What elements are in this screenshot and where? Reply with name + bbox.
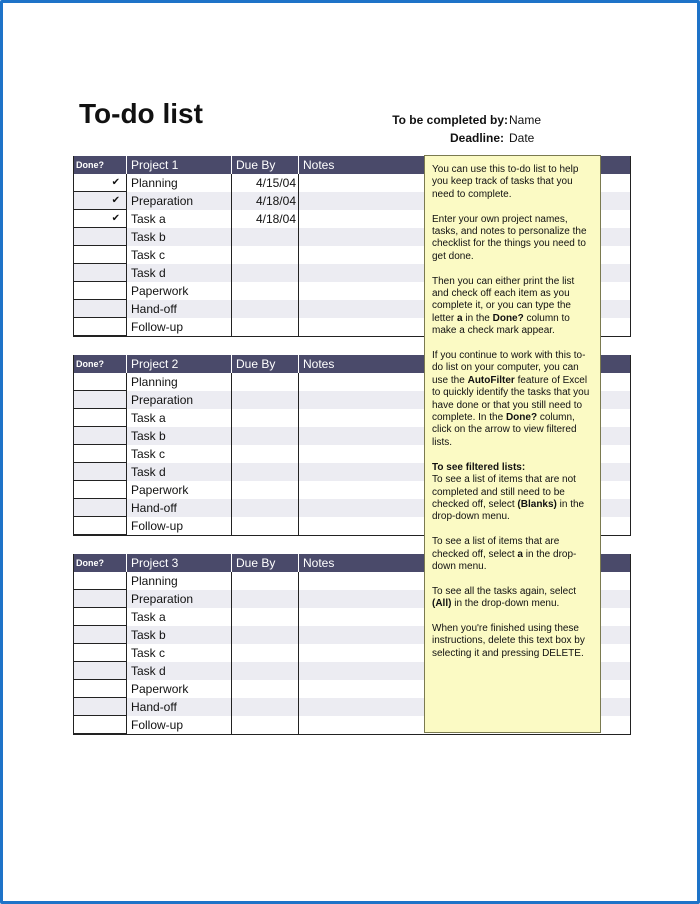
done-column-header[interactable]: Done? — [74, 156, 127, 174]
task-name-cell[interactable]: Task b — [127, 427, 232, 445]
task-name-cell[interactable]: Planning — [127, 174, 232, 192]
due-date-cell[interactable] — [232, 409, 299, 427]
project-name-header[interactable]: Project 3 — [127, 554, 232, 572]
instructions-p5: To see filtered lists: To see a list of items that are not completed and still need to be checked off, select (Blanks) in the drop-down menu. — [432, 461, 585, 523]
task-name-cell[interactable]: Task b — [127, 228, 232, 246]
task-name-cell[interactable]: Follow-up — [127, 716, 232, 734]
due-date-cell[interactable] — [232, 644, 299, 662]
due-date-cell[interactable]: 4/15/04 — [232, 174, 299, 192]
task-name-cell[interactable]: Task c — [127, 445, 232, 463]
done-checkbox-cell[interactable]: ✔ — [74, 174, 127, 192]
due-date-cell[interactable] — [232, 590, 299, 608]
deadline-value[interactable]: Date — [509, 131, 535, 145]
task-name-cell[interactable]: Preparation — [127, 391, 232, 409]
task-name-cell[interactable]: Follow-up — [127, 517, 232, 535]
task-name-cell[interactable]: Follow-up — [127, 318, 232, 336]
task-name-cell[interactable]: Task d — [127, 662, 232, 680]
done-checkbox-cell[interactable] — [74, 644, 127, 662]
due-by-column-header: Due By — [232, 554, 299, 572]
due-date-cell[interactable] — [232, 391, 299, 409]
done-checkbox-cell[interactable]: ✔ — [74, 192, 127, 210]
done-column-header[interactable]: Done? — [74, 554, 127, 572]
due-date-cell[interactable] — [232, 282, 299, 300]
done-checkbox-cell[interactable]: ✔ — [74, 210, 127, 228]
task-name-cell[interactable]: Planning — [127, 373, 232, 391]
done-checkbox-cell[interactable] — [74, 391, 127, 409]
due-date-cell[interactable] — [232, 481, 299, 499]
due-date-cell[interactable] — [232, 698, 299, 716]
done-checkbox-cell[interactable] — [74, 373, 127, 391]
due-date-cell[interactable] — [232, 246, 299, 264]
due-date-cell[interactable] — [232, 626, 299, 644]
deadline-label: Deadline: — [449, 131, 504, 145]
instructions-p2: Enter your own project names, tasks, and notes to personalize the checklist for the things you need to get done. — [432, 213, 587, 262]
task-name-cell[interactable]: Planning — [127, 572, 232, 590]
done-checkbox-cell[interactable] — [74, 409, 127, 427]
due-by-column-header: Due By — [232, 156, 299, 174]
task-name-cell[interactable]: Task d — [127, 463, 232, 481]
due-date-cell[interactable] — [232, 499, 299, 517]
done-checkbox-cell[interactable] — [74, 282, 127, 300]
project-name-header[interactable]: Project 1 — [127, 156, 232, 174]
due-date-cell[interactable] — [232, 680, 299, 698]
done-checkbox-cell[interactable] — [74, 264, 127, 282]
done-checkbox-cell[interactable] — [74, 572, 127, 590]
due-date-cell[interactable] — [232, 318, 299, 336]
done-checkbox-cell[interactable] — [74, 590, 127, 608]
done-checkbox-cell[interactable] — [74, 517, 127, 535]
due-date-cell[interactable] — [232, 445, 299, 463]
notes-column-header: Notes — [303, 556, 335, 570]
task-name-cell[interactable]: Paperwork — [127, 481, 232, 499]
task-name-cell[interactable]: Paperwork — [127, 680, 232, 698]
due-date-cell[interactable] — [232, 427, 299, 445]
task-name-cell[interactable]: Task a — [127, 608, 232, 626]
task-name-cell[interactable]: Preparation — [127, 192, 232, 210]
due-date-cell[interactable] — [232, 264, 299, 282]
done-checkbox-cell[interactable] — [74, 608, 127, 626]
instructions-p6: To see a list of items that are checked off, select a in the drop-down menu. — [432, 536, 577, 572]
instructions-p1: You can use this to-do list to help you keep track of tasks that you need to complete. — [432, 164, 579, 200]
instructions-text-box[interactable] — [424, 155, 601, 733]
due-date-cell[interactable] — [232, 662, 299, 680]
due-date-cell[interactable] — [232, 608, 299, 626]
done-checkbox-cell[interactable] — [74, 300, 127, 318]
due-date-cell[interactable] — [232, 517, 299, 535]
notes-column-header: Notes — [303, 357, 335, 371]
done-checkbox-cell[interactable] — [74, 228, 127, 246]
due-date-cell[interactable] — [232, 373, 299, 391]
completed-by-label-wrap — [380, 113, 508, 129]
done-checkbox-cell[interactable] — [74, 680, 127, 698]
done-checkbox-cell[interactable] — [74, 499, 127, 517]
project-name-header[interactable]: Project 2 — [127, 355, 232, 373]
done-checkbox-cell[interactable] — [74, 445, 127, 463]
instructions-p8: When you're finished using these instructions, delete this text box by selecting it and pressing DELETE. — [432, 622, 585, 659]
task-name-cell[interactable]: Task c — [127, 246, 232, 264]
done-checkbox-cell[interactable] — [74, 481, 127, 499]
instructions-p7: To see all the tasks again, select (All) in the drop-down menu. — [432, 585, 576, 610]
due-date-cell[interactable] — [232, 228, 299, 246]
deadline-label-wrap — [380, 131, 504, 147]
due-date-cell[interactable] — [232, 572, 299, 590]
done-checkbox-cell[interactable] — [74, 716, 127, 734]
notes-column-header: Notes — [303, 158, 335, 172]
task-name-cell[interactable]: Task a — [127, 409, 232, 427]
completed-by-value[interactable]: Name — [509, 113, 542, 127]
done-checkbox-cell[interactable] — [74, 318, 127, 336]
completed-by-label: To be completed by: — [392, 113, 508, 127]
due-date-cell[interactable] — [232, 300, 299, 318]
done-checkbox-cell[interactable] — [74, 626, 127, 644]
done-checkbox-cell[interactable] — [74, 246, 127, 264]
task-name-cell[interactable]: Hand-off — [127, 300, 232, 318]
task-name-cell[interactable]: Hand-off — [127, 499, 232, 517]
due-date-cell[interactable] — [232, 463, 299, 481]
task-name-cell[interactable]: Task d — [127, 264, 232, 282]
task-name-cell[interactable]: Task a — [127, 210, 232, 228]
task-name-cell[interactable]: Hand-off — [127, 698, 232, 716]
done-checkbox-cell[interactable] — [74, 662, 127, 680]
page-title: To-do list — [79, 98, 203, 129]
done-column-header[interactable]: Done? — [74, 355, 127, 373]
done-checkbox-cell[interactable] — [74, 463, 127, 481]
done-checkbox-cell[interactable] — [74, 427, 127, 445]
due-date-cell[interactable]: 4/18/04 — [232, 192, 299, 210]
task-name-cell[interactable]: Task c — [127, 644, 232, 662]
instructions-p4: If you continue to work with this to-do list on your computer, you can use the AutoFilter feature of Excel to quickly identify the tasks that you have done or that you still need to complete. In the Done? column, click on the arrow to view filtered lists. — [432, 350, 590, 448]
task-name-cell[interactable]: Preparation — [127, 590, 232, 608]
task-name-cell[interactable]: Paperwork — [127, 282, 232, 300]
done-checkbox-cell[interactable] — [74, 698, 127, 716]
due-by-column-header: Due By — [232, 355, 299, 373]
due-date-cell[interactable] — [232, 716, 299, 734]
instructions-p3: Then you can either print the list and check off each item as you complete it, or you can type the letter a in the Done? column to make a check mark appear. — [432, 275, 575, 337]
task-name-cell[interactable]: Task b — [127, 626, 232, 644]
due-date-cell[interactable]: 4/18/04 — [232, 210, 299, 228]
